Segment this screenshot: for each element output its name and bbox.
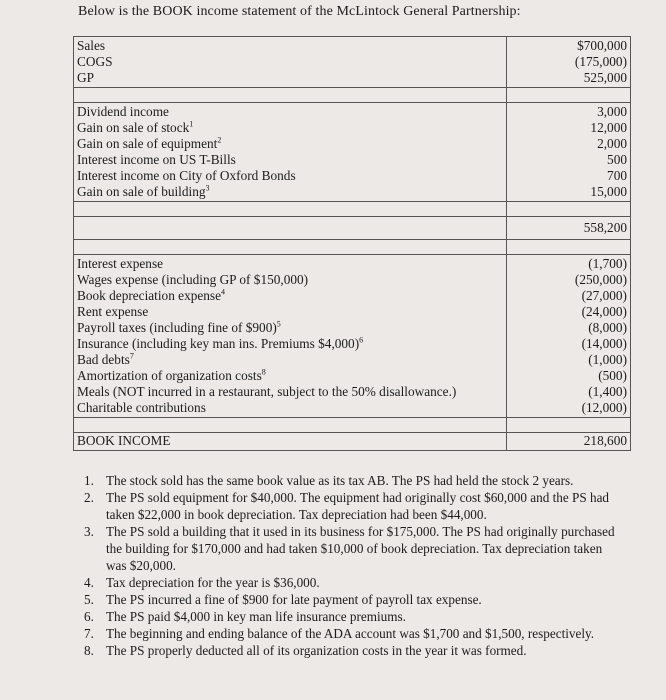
footnote-number: 5.	[84, 592, 94, 607]
book-income-label: BOOK INCOME	[74, 433, 507, 451]
footnote-ref-1: 1	[189, 119, 194, 129]
amount-meals: (1,400)	[588, 384, 627, 399]
footnotes-list	[84, 472, 624, 659]
label-gain-sale-stock: Gain on sale of stock$^1$	[77, 119, 194, 135]
other-income-labels	[74, 103, 507, 202]
label-insurance: Insurance (including key man ins. Premiums $4,000)$^6$	[77, 335, 364, 351]
label-dividend-income: Dividend income	[77, 104, 169, 119]
footnote-number: 3.	[84, 524, 94, 539]
label-interest-tbills: Interest income on US T-Bills	[77, 152, 236, 167]
footnote-ref-6: 6	[359, 335, 364, 345]
footnote-2	[84, 489, 624, 523]
amount-gain-sale-stock: 12,000	[590, 120, 627, 135]
footnote-text: The PS properly deducted all of its organization costs in the year it was formed.	[106, 643, 527, 658]
other-income-amounts	[507, 103, 631, 202]
footnote-ref-3: 3	[205, 183, 210, 193]
footnote-text: Tax depreciation for the year is $36,000.	[106, 575, 320, 590]
amount-sales: $700,000	[577, 38, 627, 53]
amount-charitable: (12,000)	[581, 400, 627, 415]
page-heading: Below is the BOOK income statement of the McLintock General Partnership:	[78, 4, 521, 19]
footnote-text: The stock sold has the same book value as its tax AB. The PS had held the stock 2 years.	[106, 473, 574, 488]
footnote-1	[84, 472, 624, 489]
amount-dividend-income: 3,000	[597, 104, 627, 119]
footnote-text: The PS sold a building that it used in its business for $175,000. The PS had originally purchased the building for $170,000 and had taken $10,000 of book depreciation. Tax depreciation taken was $20,000.	[106, 524, 615, 573]
footnote-3	[84, 523, 624, 574]
footnote-ref-8: 8	[261, 367, 266, 377]
footnote-text: The beginning and ending balance of the ADA account was $1,700 and $1,500, respectively.	[106, 626, 595, 641]
amount-interest-tbills: 500	[607, 152, 627, 167]
blank-row	[74, 202, 631, 217]
footnote-ref-7: 7	[129, 351, 134, 361]
amount-book-depreciation: (27,000)	[581, 288, 627, 303]
book-income-row	[74, 433, 631, 451]
footnote-number: 8.	[84, 643, 94, 658]
label-payroll-taxes: Payroll taxes (including fine of $900)$^5$	[77, 319, 281, 335]
label-amortization: Amortization of organization costs$^8$	[77, 367, 266, 383]
label-gain-sale-equipment: Gain on sale of equipment$^2$	[77, 135, 222, 151]
label-interest-expense: Interest expense	[77, 256, 164, 271]
footnote-text: The PS sold equipment for $40,000. The equipment had originally cost $60,000 and the PS had taken $22,000 in book depreciation. Tax depreciation had been $44,000.	[106, 490, 610, 522]
amount-gain-sale-building: 15,000	[590, 184, 627, 199]
label-rent-expense: Rent expense	[77, 304, 149, 319]
label-book-depreciation: Book depreciation expense$^4$	[77, 287, 225, 303]
footnote-ref-2: 2	[217, 135, 222, 145]
label-wages-expense: Wages expense (including GP of $150,000)	[77, 272, 309, 287]
revenue-group	[74, 37, 631, 88]
blank-row	[74, 88, 631, 103]
footnote-5	[84, 591, 624, 608]
label-charitable: Charitable contributions	[77, 400, 206, 415]
expense-labels	[74, 255, 507, 418]
label-bad-debts: Bad debts$^7$	[77, 351, 134, 367]
footnote-number: 7.	[84, 626, 94, 641]
label-gp: GP	[77, 70, 94, 85]
amount-rent-expense: (24,000)	[581, 304, 627, 319]
footnote-number: 1.	[84, 473, 94, 488]
footnote-ref-5: 5	[276, 319, 281, 329]
amount-insurance: (14,000)	[581, 336, 627, 351]
footnote-number: 6.	[84, 609, 94, 624]
label-cogs: COGS	[77, 54, 113, 69]
footnote-text: The PS paid $4,000 in key man life insurance premiums.	[106, 609, 406, 624]
label-sales: Sales	[77, 38, 106, 53]
amount-gain-sale-equipment: 2,000	[597, 136, 627, 151]
footnote-6	[84, 608, 624, 625]
expense-amounts	[507, 255, 631, 418]
footnote-4	[84, 574, 624, 591]
subtotal-row	[74, 217, 631, 240]
amount-amortization: (500)	[598, 368, 627, 383]
footnote-ref-4: 4	[221, 287, 225, 297]
revenue-labels	[74, 37, 507, 88]
amount-bad-debts: (1,000)	[588, 352, 627, 367]
amount-payroll-taxes: (8,000)	[588, 320, 627, 335]
income-statement-table	[73, 36, 631, 451]
amount-wages-expense: (250,000)	[574, 272, 627, 287]
expenses-group	[74, 255, 631, 418]
amount-gp: 525,000	[583, 70, 627, 85]
footnote-number: 2.	[84, 490, 94, 505]
blank-row	[74, 240, 631, 255]
footnote-7	[84, 625, 624, 642]
label-interest-oxford-bonds: Interest income on City of Oxford Bonds	[77, 168, 296, 183]
other-income-group	[74, 103, 631, 202]
footnote-number: 4.	[84, 575, 94, 590]
amount-cogs: (175,000)	[574, 54, 627, 69]
label-gain-sale-building: Gain on sale of building$^3$	[77, 183, 210, 199]
revenue-amounts	[507, 37, 631, 88]
blank-row	[74, 418, 631, 433]
label-meals: Meals (NOT incurred in a restaurant, subject to the 50% disallowance.)	[77, 384, 457, 399]
footnote-8	[84, 642, 624, 659]
amount-interest-oxford-bonds: 700	[607, 168, 627, 183]
subtotal-label	[74, 217, 507, 240]
footnote-text: The PS incurred a fine of $900 for late payment of payroll tax expense.	[106, 592, 482, 607]
amount-interest-expense: (1,700)	[588, 256, 627, 271]
subtotal-amount: 558,200	[507, 217, 631, 240]
book-income-amount: 218,600	[507, 433, 631, 451]
